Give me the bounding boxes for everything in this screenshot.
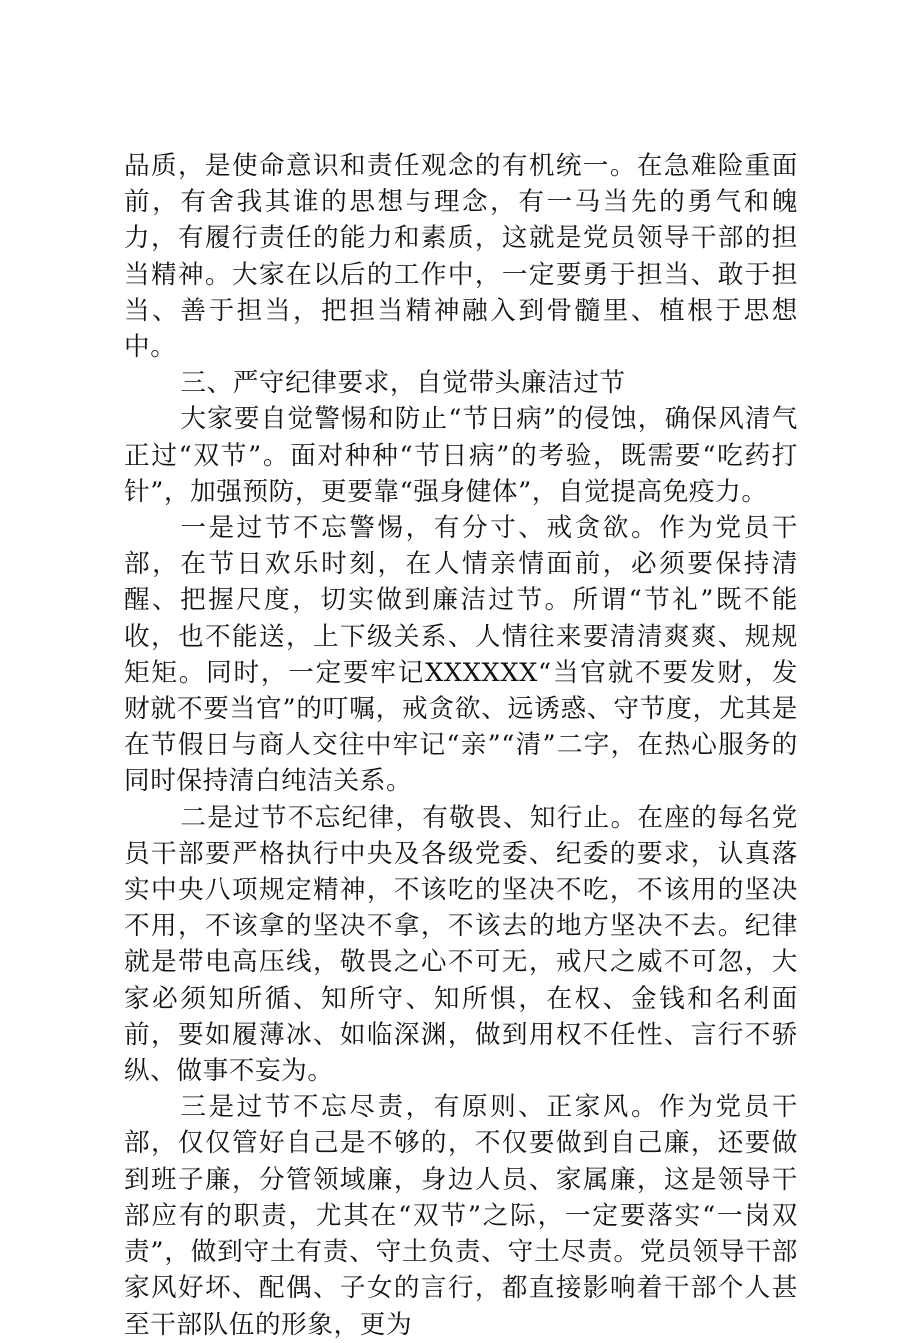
paragraph-point-two: 二是过节不忘纪律，有敬畏、知行止。在座的每名党员干部要严格执行中央及各级党委、纪委的要求，认真落实中央八项规定精神，不该吃的坚决不吃，不该用的坚决不用，不该拿的坚决不拿，不该去的地方坚决不去。纪律就是带电高压线，敬畏之心不可无，戒尺之威不可忽，大家必须知所循、知所守、知所惧，在权、金钱和名利面前，要如履薄冰、如临深渊，做到用权不任性、言行不骄纵、做事不妄为。 xyxy=(124,802,798,1087)
paragraph-intro: 大家要自觉警惕和防止“节日病”的侵蚀，确保风清气正过“双节”。面对种种“节日病”的考验，既需要“吃药打针”，加强预防，更要靠“强身健体”，自觉提高免疫力。 xyxy=(124,404,798,507)
document-body xyxy=(124,148,798,1343)
paragraph-point-one: 一是过节不忘警惕，有分寸、戒贪欲。作为党员干部，在节日欢乐时刻，在人情亲情面前，必须要保持清醒、把握尺度，切实做到廉洁过节。所谓“节礼”既不能收，也不能送，上下级关系、人情往来要清清爽爽、规规矩矩。同时，一定要牢记XXXXXX“当官就不要发财，发财就不要当官”的叮嘱，戒贪欲、远诱惑、守节度，尤其是在节假日与商人交往中牢记“亲”“清”二字，在热心服务的同时保持清白纯洁关系。 xyxy=(124,513,798,797)
section-heading: 三、严守纪律要求，自觉带头廉洁过节 xyxy=(180,368,626,399)
paragraph-point-three: 三是过节不忘尽责，有原则、正家风。作为党员干部，仅仅管好自己是不够的，不仅要做到自己廉，还要做到班子廉，分管领域廉，身边人员、家属廉，这是领导干部应有的职责，尤其在“双节”之际，一定要落实“一岗双责”，做到守土有责、守土负责、守土尽责。党员领导干部家风好坏、配偶、子女的言行，都直接影响着干部个人甚至干部队伍的形象，更为 xyxy=(124,1092,798,1340)
paragraph-continuation: 品质，是使命意识和责任观念的有机统一。在急难险重面前，有舍我其谁的思想与理念，有一马当先的勇气和魄力，有履行责任的能力和素质，这就是党员领导干部的担当精神。大家在以后的工作中，一定要勇于担当、敢于担当、善于担当，把担当精神融入到骨髓里、植根于思想中。 xyxy=(124,151,798,363)
